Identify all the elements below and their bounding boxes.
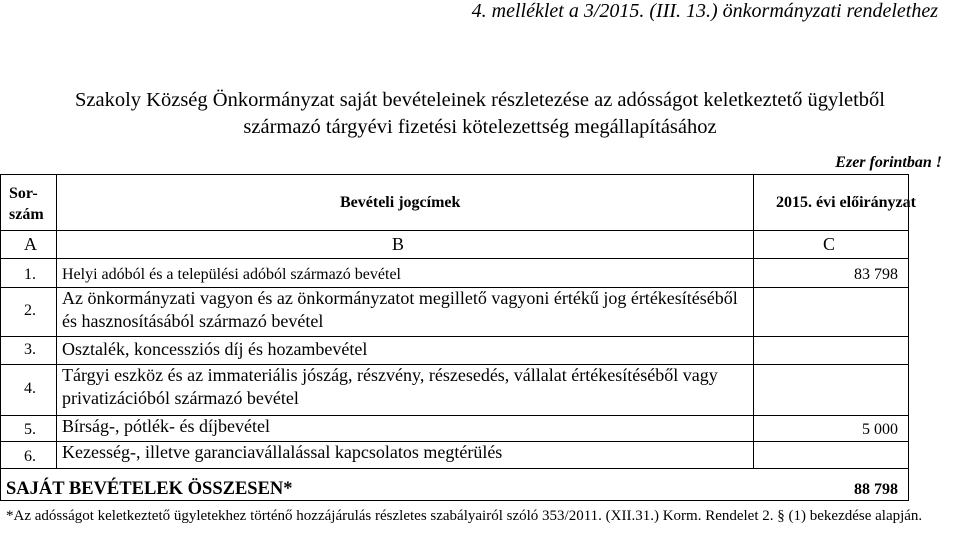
document-title-line2: származó tárgyévi fizetési kötelezettség megállapításához: [243, 116, 717, 138]
letters-bottom-border: [0, 258, 909, 259]
header-serial-line1: Sor-: [9, 185, 38, 202]
unit-note: Ezer forintban !: [835, 154, 942, 171]
header-bottom-border: [0, 230, 909, 231]
row-2-description-line1: Az önkormányzati vagyon és az önkormányzatot megillető vagyoni értékű jog értékesítéséből: [62, 288, 738, 308]
column-letter-a: A: [24, 234, 37, 254]
row-4-number: 4.: [24, 380, 36, 397]
row-6-border: [0, 468, 909, 469]
column-letter-b: B: [392, 234, 405, 254]
row-2-border: [0, 336, 909, 337]
row-5-number: 5.: [24, 421, 36, 438]
table-right-border: [908, 174, 909, 500]
row-5-description: Bírság-, pótlék- és díjbevétel: [62, 416, 270, 436]
row-1-value: 83 798: [854, 266, 898, 283]
document-title-line1: Szakoly Község Önkormányzat saját bevételeinek részletezése az adósságot keletkeztető ügyletből: [75, 89, 885, 111]
header-amount: 2015. évi előirányzat: [776, 194, 916, 211]
table-left-border: [0, 174, 1, 500]
header-serial-line2: szám: [9, 206, 44, 223]
row-1-description: Helyi adóból és a települési adóból származó bevétel: [62, 266, 401, 283]
row-1-number: 1.: [24, 266, 36, 283]
header-serial: [9, 183, 44, 225]
col-a-border: [56, 174, 57, 468]
row-2-number: 2.: [24, 302, 36, 319]
header-description: Bevételi jogcímek: [340, 194, 461, 211]
total-value: 88 798: [854, 481, 898, 498]
total-border: [0, 500, 909, 501]
annex-note: 4. melléklet a 3/2015. (III. 13.) önkormányzati rendelethez: [471, 0, 938, 22]
total-label: SAJÁT BEVÉTELEK ÖSSZESEN*: [6, 479, 293, 499]
col-b-border: [753, 174, 754, 468]
row-6-description: Kezesség-, illetve garanciavállalással kapcsolatos megtérülés: [62, 442, 503, 462]
row-6-number: 6.: [24, 448, 36, 465]
column-letter-c: C: [823, 234, 836, 254]
row-3-number: 3.: [24, 341, 36, 358]
row-2-description-line2: és hasznosításából származó bevétel: [62, 311, 324, 331]
row-5-value: 5 000: [862, 421, 898, 438]
table-top-border: [0, 174, 909, 175]
footnote: *Az adósságot keletkeztető ügyletekhez történő hozzájárulás részletes szabályairól szóló 353/2011. (XII.31.) Korm. Rendelet 2. § (1) bekezdése alapján.: [6, 508, 923, 524]
row-4-description-line2: privatizációból származó bevétel: [62, 388, 299, 408]
row-4-description-line1: Tárgyi eszköz és az immateriális jószág, részvény, részesedés, vállalat értékesítéséből vagy: [62, 365, 718, 385]
row-3-description: Osztalék, koncessziós díj és hozambevétel: [62, 339, 368, 359]
